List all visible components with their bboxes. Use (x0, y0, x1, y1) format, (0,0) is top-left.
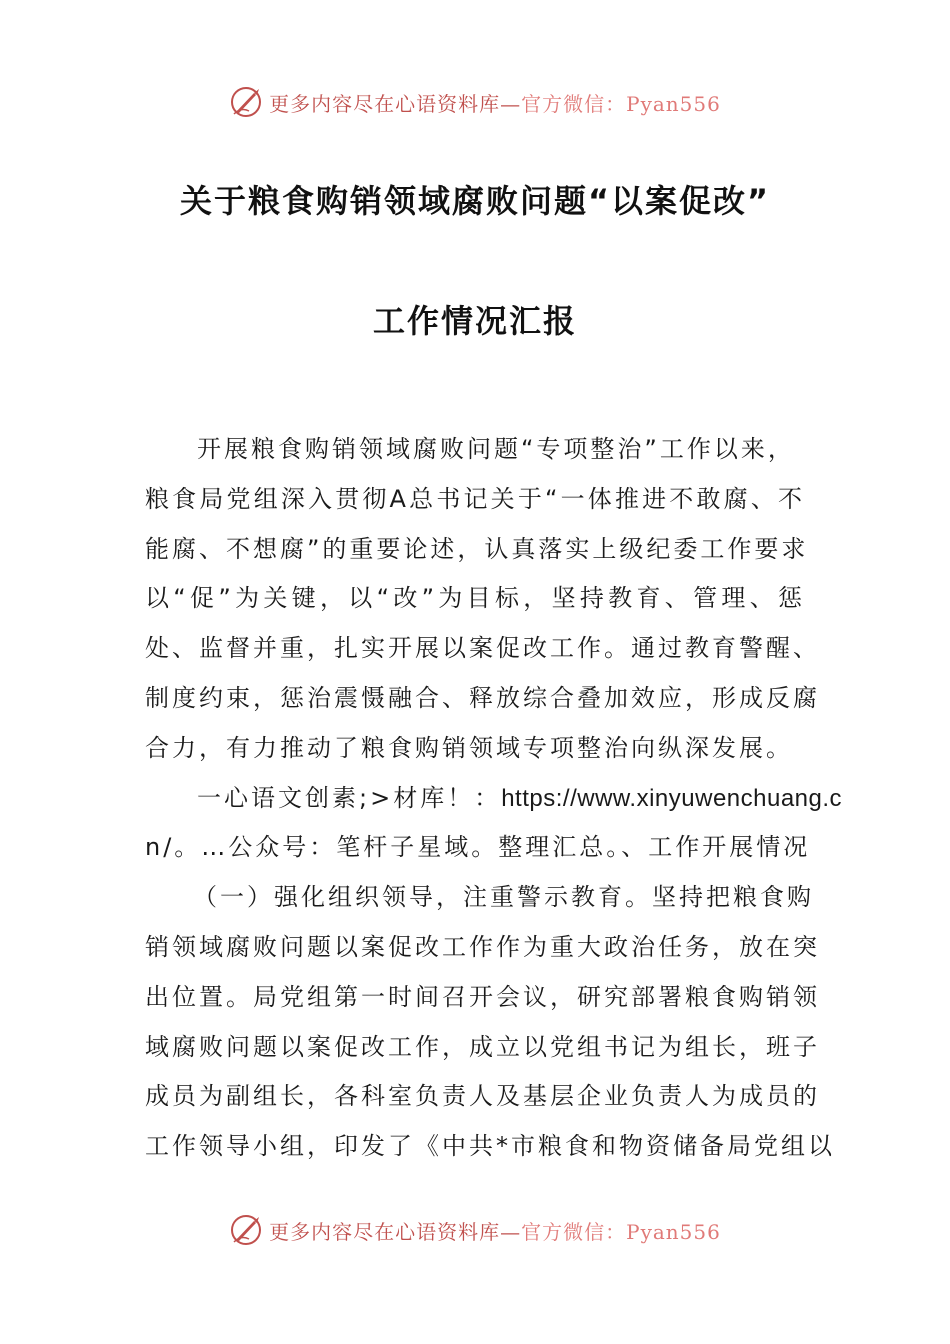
watermark-text: 更多内容尽在心语资料库 (269, 91, 501, 116)
body-line-text: 一心语文创素;>材库！： (197, 783, 502, 812)
body-line: 能腐、不想腐”的重要论述，认真落实上级纪委工作要求 (145, 534, 809, 563)
watermark-separator: — (500, 91, 522, 116)
body-line: 成员为副组长，各科室负责人及基层企业负责人为成员的 (145, 1082, 820, 1111)
body-line: 合力，有力推动了粮食购销领域专项整治向纵深发展。 (145, 733, 793, 762)
document-body (145, 425, 843, 1172)
footer-watermark (0, 1210, 950, 1250)
body-line-with-url (145, 774, 843, 824)
body-line: 处、监督并重，扎实开展以案促改工作。通过教育警醒、 (145, 634, 820, 663)
body-line: n/。…公众号：笔杆子星域。整理汇总。、工作开展情况 (145, 833, 811, 862)
body-line: 粮食局党组深入贯彻A总书记关于“一体推进不敢腐、不 (145, 484, 805, 513)
url-link[interactable]: https://www.xinyuwenchuang.c (501, 784, 843, 812)
body-line: 制度约束，惩治震慑融合、释放综合叠加效应，形成反腐 (145, 683, 820, 712)
watermark-wechat: 官方微信：Pyan556 (521, 1219, 721, 1244)
body-line: 工作领导小组，印发了《中共*市粮食和物资储备局党组以 (145, 1132, 835, 1161)
watermark-separator: — (500, 1219, 522, 1244)
header-watermark (0, 82, 950, 122)
document-title-line-2: 工作情况汇报 (372, 302, 577, 340)
watermark-text: 更多内容尽在心语资料库 (269, 1219, 501, 1244)
body-line: （一）强化组织领导，注重警示教育。坚持把粮食购 (193, 883, 814, 912)
body-line: 以“促”为关键，以“改”为目标，坚持教育、管理、惩 (145, 584, 805, 613)
body-line: 开展粮食购销领域腐败问题“专项整治”工作以来， (197, 435, 795, 463)
quill-pen-logo-icon (229, 1213, 263, 1247)
document-title-line-1: 关于粮食购销领域腐败问题“以案促改” (179, 182, 771, 220)
body-line: 销领域腐败问题以案促改工作作为重大政治任务，放在突 (145, 932, 820, 961)
watermark-wechat: 官方微信：Pyan556 (521, 91, 721, 116)
body-line: 域腐败问题以案促改工作，成立以党组书记为组长，班子 (145, 1032, 820, 1061)
quill-pen-logo-icon (229, 85, 263, 119)
body-line: 出位置。局党组第一时间召开会议，研究部署粮食购销领 (145, 982, 820, 1011)
